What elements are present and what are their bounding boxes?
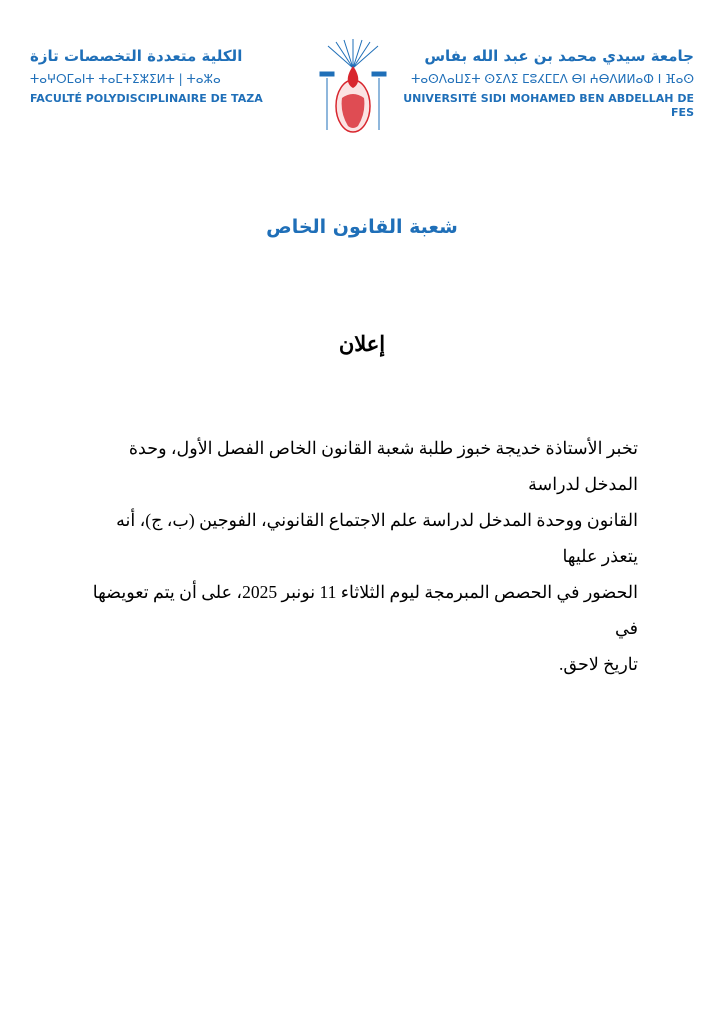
- announcement-title: إعلان: [338, 332, 386, 356]
- body-line: القانون ووحدة المدخل لدراسة علم الاجتماع القانوني، الفوجين (ب، ج)، أنه يتعذر عليها: [116, 510, 638, 566]
- university-name-fr: UNIVERSITÉ SIDI MOHAMED BEN ABDELLAH DE FES: [403, 92, 694, 119]
- faculty-name-tifinagh: ⵜⴰⵖⵔⵎⴰⵏⵜ ⵜⴰⵎⵜⵉⵣⵉⵍⵜ | ⵜⴰⵣⴰ: [30, 72, 221, 86]
- body-line: تاريخ لاحق.: [559, 654, 638, 674]
- university-emblem-icon: [318, 38, 388, 138]
- faculty-name-fr: FACULTÉ POLYDISCIPLINAIRE DE TAZA: [30, 92, 263, 105]
- university-name-ar: جامعة سيدي محمد بن عبد الله بفاس: [424, 47, 694, 65]
- letterhead: [0, 38, 724, 188]
- university-block: [394, 46, 694, 120]
- announcement-body: [86, 430, 638, 682]
- faculty-name-ar: الكلية متعددة التخصصات تازة: [30, 47, 243, 65]
- university-name-tifinagh: ⵜⴰⵙⴷⴰⵡⵉⵜ ⵙⵉⴷⵉ ⵎⵓⵃⵎⵎⴷ ⴱⵏ ⵄⴱⴷⵍⵍⴰⵀ ⵏ ⴼⴰⵙ: [411, 72, 694, 86]
- faculty-block: [30, 46, 308, 106]
- body-line: تخبر الأستاذة خديجة خبوز طلبة شعبة القانون الخاص الفصل الأول، وحدة المدخل لدراسة: [128, 438, 638, 494]
- department-heading: شعبة القانون الخاص: [266, 216, 458, 238]
- body-line: الحضور في الحصص المبرمجة ليوم الثلاثاء 11 نونبر 2025، على أن يتم تعويضها في: [92, 582, 638, 638]
